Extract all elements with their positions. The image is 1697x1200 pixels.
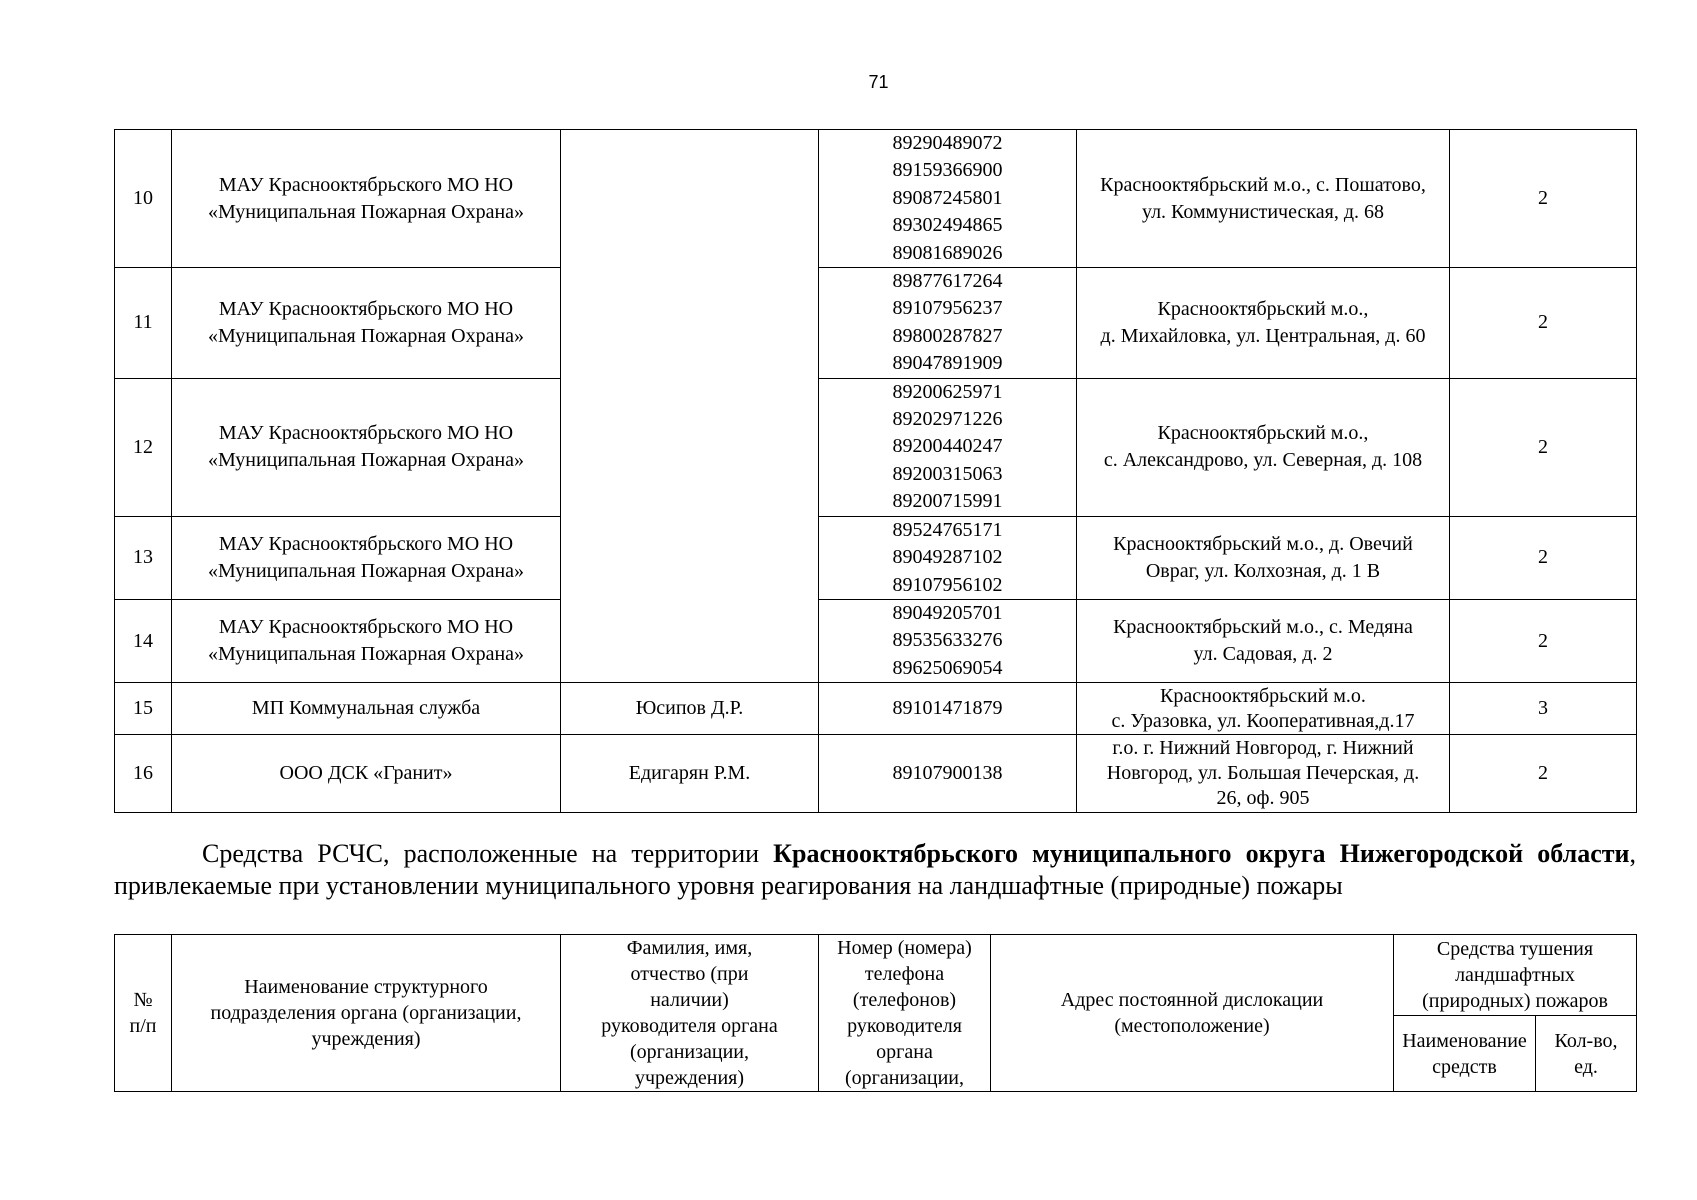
unit-name: МАУ Краснооктябрьского МО НО «Муниципальная Пожарная Охрана» (172, 130, 561, 268)
table-row (115, 683, 1637, 735)
section-heading: Средства РСЧС, расположенные на территории Краснооктябрьского муниципального округа Нижегородской области, привлекаемые при установлении муниципального уровня реагирования на ландшафтные (природные) пожары (114, 839, 1636, 900)
row-number: 15 (115, 683, 172, 735)
unit-name: МАУ Краснооктябрьского МО НО «Муниципальная Пожарная Охрана» (172, 599, 561, 682)
vehicle-count: 2 (1450, 516, 1637, 599)
head-name: Едигарян Р.М. (561, 735, 819, 813)
phone-numbers: 89524765171 89049287102 89107956102 (819, 516, 1077, 599)
vehicle-count: 2 (1450, 268, 1637, 379)
column-unit-header: Наименование структурного подразделения органа (организации, учреждения) (172, 935, 561, 1092)
page-number: 71 (868, 72, 889, 92)
table-row (115, 735, 1637, 813)
table-row (115, 516, 1637, 599)
table-row (115, 378, 1637, 516)
row-number: 10 (115, 130, 172, 268)
unit-name: МАУ Краснооктябрьского МО НО «Муниципальная Пожарная Охрана» (172, 378, 561, 516)
column-phone-header: Номер (номера) телефона (телефонов) руководителя органа (организации, (819, 935, 991, 1092)
phone-numbers: 89290489072 89159366900 89087245801 89302494865 89081689026 (819, 130, 1077, 268)
row-number: 12 (115, 378, 172, 516)
row-number: 16 (115, 735, 172, 813)
head-name-merged (561, 130, 819, 683)
table-row (115, 599, 1637, 682)
phone-numbers: 89877617264 89107956237 89800287827 89047891909 (819, 268, 1077, 379)
column-means-count-header: Кол-во, ед. (1536, 1016, 1637, 1092)
unit-name: МП Коммунальная служба (172, 683, 561, 735)
resources-table (114, 129, 1637, 813)
column-means-header: Средства тушения ландшафтных (природных) пожаров (1394, 935, 1637, 1016)
address: Краснооктябрьский м.о., с. Александрово, ул. Северная, д. 108 (1077, 378, 1450, 516)
unit-name: МАУ Краснооктябрьского МО НО «Муниципальная Пожарная Охрана» (172, 516, 561, 599)
vehicle-count: 2 (1450, 378, 1637, 516)
vehicle-count: 2 (1450, 130, 1637, 268)
row-number: 14 (115, 599, 172, 682)
table-row (115, 130, 1637, 268)
column-head-header: Фамилия, имя, отчество (при наличии) руководителя органа (организации, учреждения) (561, 935, 819, 1092)
column-means-name-header: Наименование средств (1394, 1016, 1536, 1092)
row-number: 13 (115, 516, 172, 599)
vehicle-count: 3 (1450, 683, 1637, 735)
row-number: 11 (115, 268, 172, 379)
phone-numbers: 89101471879 (819, 683, 1077, 735)
phone-numbers: 89049205701 89535633276 89625069054 (819, 599, 1077, 682)
unit-name: МАУ Краснооктябрьского МО НО «Муниципальная Пожарная Охрана» (172, 268, 561, 379)
phone-numbers: 89107900138 (819, 735, 1077, 813)
vehicle-count: 2 (1450, 599, 1637, 682)
address: Краснооктябрьский м.о. с. Уразовка, ул. Кооперативная,д.17 (1077, 683, 1450, 735)
head-name: Юсипов Д.Р. (561, 683, 819, 735)
address: Краснооктябрьский м.о., д. Михайловка, ул. Центральная, д. 60 (1077, 268, 1450, 379)
resources-header-table (114, 934, 1637, 1092)
table-row (115, 268, 1637, 379)
address: Краснооктябрьский м.о., д. Овечий Овраг, ул. Колхозная, д. 1 В (1077, 516, 1450, 599)
address: г.о. г. Нижний Новгород, г. Нижний Новгород, ул. Большая Печерская, д. 26, оф. 905 (1077, 735, 1450, 813)
vehicle-count: 2 (1450, 735, 1637, 813)
phone-numbers: 89200625971 89202971226 89200440247 89200315063 89200715991 (819, 378, 1077, 516)
address: Краснооктябрьский м.о., с. Медяна ул. Садовая, д. 2 (1077, 599, 1450, 682)
column-address-header: Адрес постоянной дислокации (местоположение) (991, 935, 1394, 1092)
column-number-header: № п/п (115, 935, 172, 1092)
unit-name: ООО ДСК «Гранит» (172, 735, 561, 813)
address: Краснооктябрьский м.о., с. Пошатово, ул. Коммунистическая, д. 68 (1077, 130, 1450, 268)
